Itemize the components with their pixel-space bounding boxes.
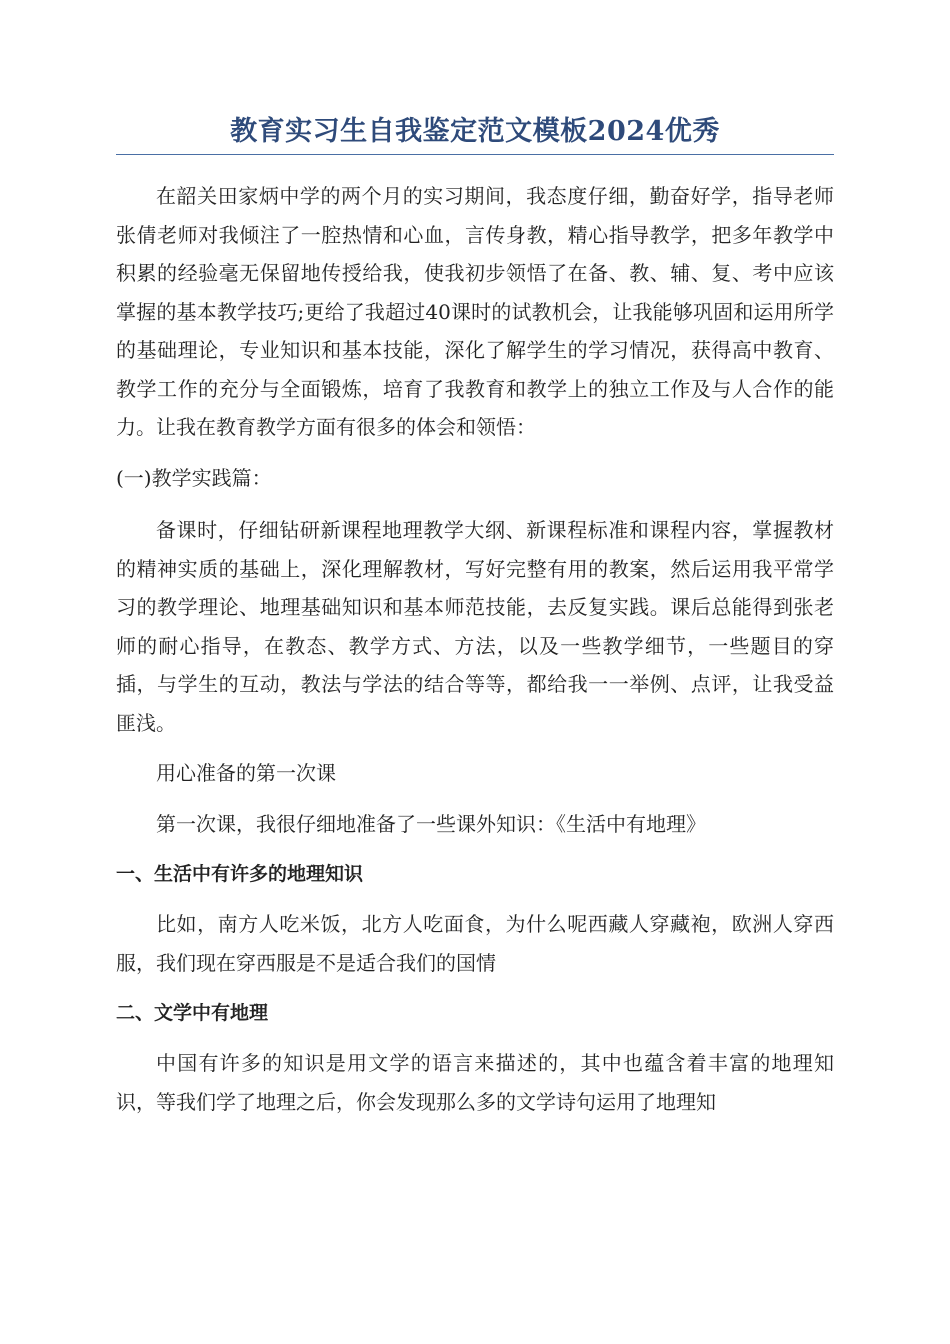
spacer bbox=[116, 447, 834, 459]
document-page bbox=[116, 112, 834, 1121]
spacer bbox=[116, 1032, 834, 1044]
spacer bbox=[116, 497, 834, 511]
spacer bbox=[116, 843, 834, 855]
paragraph-intro: 在韶关田家炳中学的两个月的实习期间，我态度仔细，勤奋好学，指导老师张倩老师对我倾注了一腔热情和心血，言传身教，精心指导教学，把多年教学中积累的经验毫无保留地传授给我，使我初步领悟了在备、教、辅、复、考中应该掌握的基本教学技巧;更给了我超过40课时的试教机会，让我能够巩固和运用所学的基础理论，专业知识和基本技能，深化了解学生的学习情况，获得高中教育、教学工作的充分与全面锻炼，培育了我教育和教学上的独立工作及与人合作的能力。让我在教育教学方面有很多的体会和领悟： bbox=[116, 184, 834, 439]
paragraph-first-lesson-title: 用心准备的第一次课 bbox=[156, 761, 336, 785]
section-label-teaching-practice: (一)教学实践篇： bbox=[116, 465, 272, 490]
heading-geography-in-life: 一、生活中有许多的地理知识 bbox=[116, 863, 364, 885]
spacer bbox=[116, 893, 834, 905]
heading-geography-in-literature: 二、文学中有地理 bbox=[116, 1002, 269, 1024]
spacer bbox=[116, 155, 834, 177]
paragraph-example: 比如，南方人吃米饭，北方人吃面食，为什么呢西藏人穿藏袍，欧洲人穿西服，我们现在穿西服是不是适合我们的国情 bbox=[116, 912, 834, 975]
paragraph-lesson-prep: 备课时，仔细钻研新课程地理教学大纲、新课程标准和课程内容，掌握教材的精神实质的基础上，深化理解教材，写好完整有用的教案，然后运用我平常学习的教学理论、地理基础知识和基本师范技能，去反复实践。课后总能得到张老师的耐心指导，在教态、教学方式、方法，以及一些教学细节，一些题目的穿插，与学生的互动，教法与学法的结合等等，都给我一一举例、点评，让我受益匪浅。 bbox=[116, 518, 834, 735]
spacer bbox=[116, 742, 834, 754]
paragraph-first-lesson: 第一次课，我很仔细地准备了一些课外知识：《生活中有地理》 bbox=[156, 811, 706, 836]
document-title: 教育实习生自我鉴定范文模板2024优秀 bbox=[116, 112, 834, 155]
spacer bbox=[116, 793, 834, 805]
paragraph-literature: 中国有许多的知识是用文学的语言来描述的，其中也蕴含着丰富的地理知识，等我们学了地理之后，你会发现那么多的文学诗句运用了地理知 bbox=[116, 1051, 834, 1114]
spacer bbox=[116, 982, 834, 994]
